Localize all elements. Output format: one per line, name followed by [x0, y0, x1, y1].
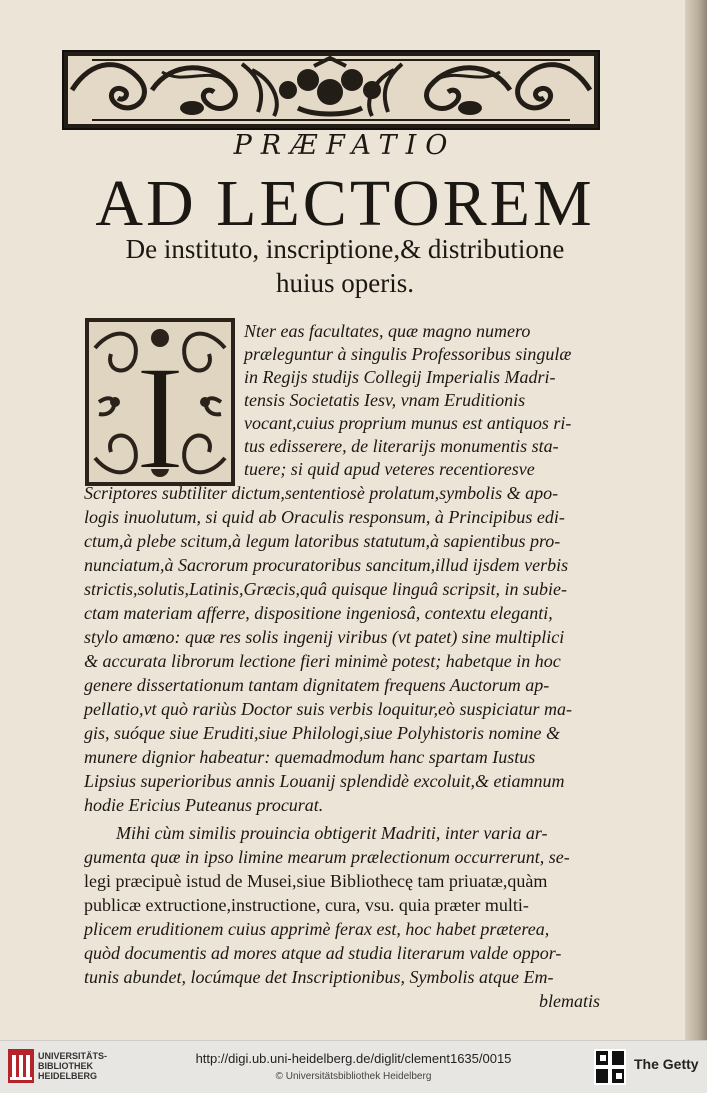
ornamental-headpiece — [62, 50, 600, 130]
body-line-29-catchword: blematis — [539, 991, 600, 1011]
body-line-28: tunis abundet, locúmque det Inscriptionibus, Symbolis atque Em- — [84, 967, 554, 987]
body-line-3: in Regijs studijs Collegij Imperialis Madri- — [244, 367, 556, 387]
body-line-25: publicæ extructione,instructione, cura, vsu. quia præter multi- — [84, 895, 529, 915]
getty-logo-icon[interactable] — [594, 1049, 626, 1085]
body-line-5: vocant,cuius proprium munus est antiquos ri- — [244, 413, 572, 433]
body-line-1: Nter eas facultates, quæ magno numero — [244, 321, 531, 341]
body-line-14: stylo amœno: quæ res solis ingenij viribus (vt patet) sine multiplici — [84, 627, 565, 647]
body-line-9: logis inuolutum, si quid ab Oraculis responsum, à Principibus edi- — [84, 507, 565, 527]
permalink-url[interactable]: http://digi.ub.uni-heidelberg.de/diglit/clement1635/0015 — [195, 1051, 512, 1066]
library-name-line-2: BIBLIOTHEK — [38, 1061, 93, 1071]
library-name-line-3: HEIDELBERG — [38, 1071, 98, 1081]
body-line-12: strictis,solutis,Latinis,Græcis,quâ quisque linguâ scripsit, in subie- — [84, 579, 568, 599]
body-line-4: tensis Societatis Iesv, vnam Eruditionis — [244, 390, 526, 410]
body-line-22: Mihi cùm similis prouincia obtigerit Madriti, inter varia ar- — [116, 823, 548, 843]
subtitle-line-2: huius operis. — [276, 268, 414, 298]
body-line-19: munere dignior habeatur: quemadmodum hanc spartam Iustus — [84, 747, 536, 767]
heading-praefatio: PRÆFATIO — [233, 130, 457, 161]
subtitle-line-1: De instituto, inscriptione,& distributione — [125, 234, 565, 264]
body-line-10: ctum,à plebe scitum,à legum latoribus statutum,à sapientibus pro- — [84, 531, 561, 551]
body-line-2: præleguntur à singulis Professoribus singulæ — [244, 344, 572, 364]
body-line-26: plicem eruditionem cuius apprimè ferax est, hoc habet præterea, — [84, 919, 550, 939]
body-line-6: tus edisserere, de literarijs monumentis sta- — [244, 436, 559, 456]
body-line-18: gis, suóque siue Eruditi,siue Philologi,siue Polyhistoris nomine & — [84, 723, 560, 743]
body-line-13: ctam materiam afferre, dispositione ingeniosâ, contextu eleganti, — [84, 603, 553, 623]
decorated-initial-letter — [85, 318, 235, 486]
body-line-16: genere dissertationum tantam dignitatem frequens Auctorum ap- — [84, 675, 550, 695]
library-name-line-1: UNIVERSITÄTS- — [38, 1051, 108, 1061]
heading-ad-lectorem: AD LECTOREM — [95, 167, 595, 240]
initial-letter-glyph: I — [135, 335, 185, 486]
copyright-notice: © Universitätsbibliothek Heidelberg — [275, 1071, 432, 1082]
body-line-11: nunciatum,à Sacrorum procuratoribus sancitum,illud ijsdem verbis — [84, 555, 569, 575]
body-line-7: tuere; si quid apud veteres recentioresve — [244, 459, 535, 479]
viewer-footer — [0, 1040, 707, 1093]
body-line-23: gumenta quæ in ipso limine mearum prælectionum occurrerunt, se- — [84, 847, 570, 867]
body-line-20: Lipsius superioribus annis Louanij splendidè excoluit,& etiamnum — [84, 771, 565, 791]
body-line-21: hodie Ericius Puteanus procurat. — [84, 795, 324, 815]
body-line-15: & accurata librorum lectione fieri minimè potest; habetque in hoc — [84, 651, 561, 671]
getty-name[interactable]: The Getty — [634, 1056, 699, 1072]
body-line-8: Scriptores subtiliter dictum,sententiosè prolatum,symbolis & apo- — [84, 483, 559, 503]
body-line-24: legi præcipuè istud de Musei,siue Bibliothecę tam priuatæ,quàm — [84, 871, 548, 891]
body-line-17: pellatio,vt quò rariùs Doctor suis verbis loquitur,eò suspiciatur ma- — [84, 699, 572, 719]
body-line-27: quòd documentis ad mores atque ad studia literarum valde oppor- — [84, 943, 562, 963]
